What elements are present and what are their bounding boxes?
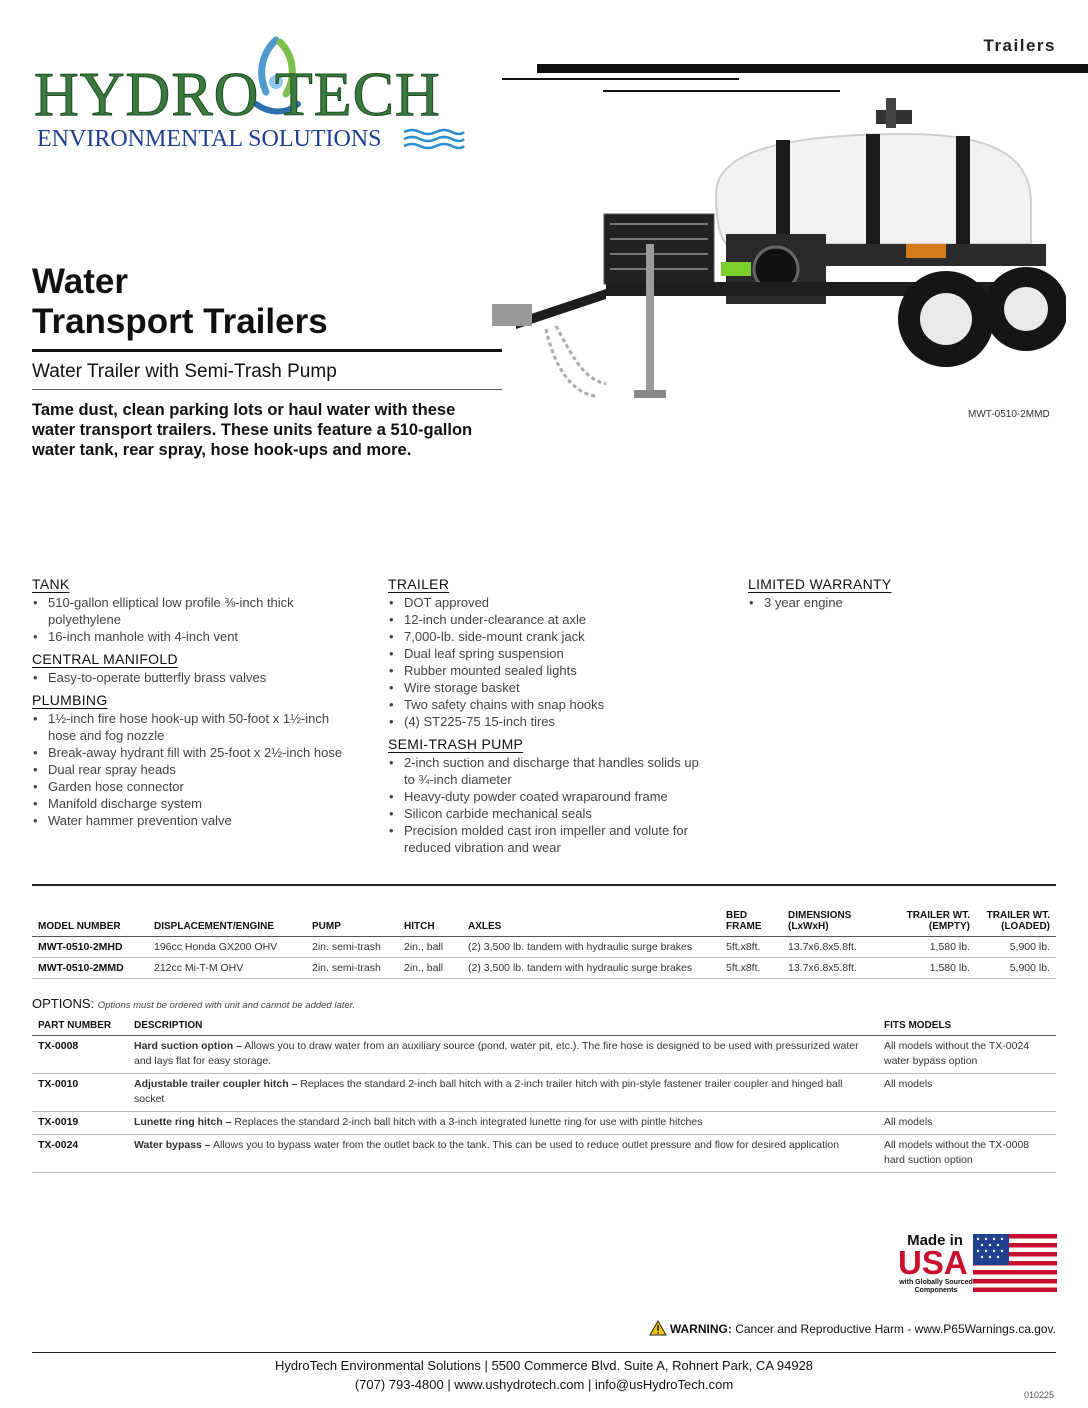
trailer-photo: [486, 94, 1066, 414]
fits-models: All models: [878, 1112, 1056, 1135]
col-header: DESCRIPTION: [128, 1016, 878, 1036]
section-title-warranty: LIMITED WARRANTY: [748, 576, 892, 592]
list-item: • DOT approved: [388, 594, 708, 611]
option-text: Replaces the standard 2-inch ball hitch with a 2-inch trailer hitch with pin-style fastener trailer coupler and hinged ball socket: [134, 1078, 843, 1105]
header-bar: [537, 64, 1088, 73]
features-column-3: [748, 576, 1048, 617]
made-in-label: Made in: [907, 1232, 963, 1249]
list-item: • 2-inch suction and discharge that handles solids up to ¾-inch diameter: [388, 754, 708, 788]
options-heading: [32, 996, 355, 1011]
options-title: OPTIONS:: [32, 996, 95, 1011]
header-rule: [502, 78, 739, 80]
footer-rule: [32, 1352, 1056, 1353]
options-note: Options must be ordered with unit and cannot be added later.: [97, 1000, 356, 1011]
option-name: Hard suction option –: [134, 1040, 242, 1052]
lead-paragraph: Tame dust, clean parking lots or haul water with these water transport trailers. These units feature a 510-gallon water tank, rear spray, hose hook-ups and more.: [32, 401, 473, 459]
options-table: [32, 1016, 1056, 1173]
col-header: PUMP: [306, 908, 398, 937]
warning-icon: [649, 1320, 667, 1336]
footer-contact: (707) 793-4800 | www.ushydrotech.com | info@usHydroTech.com: [354, 1377, 734, 1392]
col-header: HITCH: [398, 908, 462, 937]
table-cell: 5,900 lb.: [976, 958, 1056, 979]
option-text: Replaces the standard 2-inch ball hitch with a 3-inch integrated lunette ring for use with pintle hitches: [234, 1116, 703, 1128]
part-number: TX-0008: [32, 1036, 128, 1074]
section-title-manifold: CENTRAL MANIFOLD: [32, 651, 178, 667]
title-rule: [32, 349, 502, 352]
section-title-trailer: TRAILER: [388, 576, 450, 592]
table-cell: 5ft.x8ft.: [720, 958, 782, 979]
list-item: • 1½-inch fire hose hook-up with 50-foot x 1½-inch hose and fog nozzle: [32, 710, 352, 744]
list-item: • 16-inch manhole with 4-inch vent: [32, 628, 352, 645]
table-cell: 5ft.x8ft.: [720, 937, 782, 958]
list-item: • Two safety chains with snap hooks: [388, 696, 708, 713]
section-title-tank: TANK: [32, 576, 70, 592]
trailer-list: [388, 594, 708, 730]
section-title-plumbing: PLUMBING: [32, 692, 108, 708]
col-header: DIMENSIONS (LxWxH): [782, 908, 884, 937]
fits-models: All models: [878, 1074, 1056, 1112]
list-item: • Manifold discharge system: [32, 795, 352, 812]
manifold-list: [32, 669, 352, 686]
model-number: MWT-0510-2MHD: [32, 937, 148, 958]
part-number: TX-0024: [32, 1135, 128, 1173]
category-label: Trailers: [983, 36, 1056, 55]
list-item: • 7,000-lb. side-mount crank jack: [388, 628, 708, 645]
logo-tagline: ENVIRONMENTAL SOLUTIONS: [37, 126, 382, 152]
option-description: [128, 1074, 878, 1112]
table-row: [32, 1074, 1056, 1112]
list-item: • Easy-to-operate butterfly brass valves: [32, 669, 352, 686]
prop65-warning: [649, 1320, 1057, 1336]
list-item: • Silicon carbide mechanical seals: [388, 805, 708, 822]
list-item: • (4) ST225-75 15-inch tires: [388, 713, 708, 730]
features-column-2: [388, 576, 708, 862]
table-header-row: [32, 908, 1056, 937]
tank-list: [32, 594, 352, 645]
list-item: • Wire storage basket: [388, 679, 708, 696]
table-cell: 2in., ball: [398, 958, 462, 979]
option-description: [128, 1112, 878, 1135]
list-item: • 3 year engine: [748, 594, 1048, 611]
photo-caption: MWT-0510-2MMD: [968, 409, 1050, 420]
table-cell: 1,580 lb.: [884, 958, 976, 979]
col-header: PART NUMBER: [32, 1016, 128, 1036]
table-cell: 13.7x6.8x5.8ft.: [782, 958, 884, 979]
option-name: Lunette ring hitch –: [134, 1116, 232, 1128]
table-cell: 1,580 lb.: [884, 937, 976, 958]
fits-models: All models without the TX-0008 hard suction option: [878, 1135, 1056, 1173]
option-text: Allows you to draw water from an auxiliary source (pond, water pit, etc.). The fire hose is designed to be used with pressurized water and lays flat for easy storage.: [134, 1040, 859, 1067]
table-cell: (2) 3,500 lb. tandem with hydraulic surge brakes: [462, 937, 720, 958]
col-header: TRAILER WT. (LOADED): [976, 908, 1056, 937]
header-rule: [603, 90, 840, 92]
page-subtitle: Water Trailer with Semi-Trash Pump: [32, 361, 337, 382]
logo-wordmark: HYDRO TECH: [34, 61, 441, 129]
table-row: [32, 1135, 1056, 1173]
table-cell: 196cc Honda GX200 OHV: [148, 937, 306, 958]
col-header: FITS MODELS: [878, 1016, 1056, 1036]
col-header: BED FRAME: [720, 908, 782, 937]
option-description: [128, 1135, 878, 1173]
table-cell: 2in. semi-trash: [306, 958, 398, 979]
col-header: TRAILER WT. (EMPTY): [884, 908, 976, 937]
model-number: MWT-0510-2MMD: [32, 958, 148, 979]
table-cell: 2in. semi-trash: [306, 937, 398, 958]
footer-address: HydroTech Environmental Solutions | 5500 Commerce Blvd. Suite A, Rohnert Park, CA 94928: [274, 1358, 814, 1373]
fits-models: All models without the TX-0024 water bypass option: [878, 1036, 1056, 1074]
specs-table: [32, 908, 1056, 979]
usa-label: USA: [898, 1244, 968, 1281]
option-name: Water bypass –: [134, 1139, 211, 1151]
specs-rule: [32, 884, 1056, 886]
subtitle-rule: [32, 389, 502, 390]
section-title-pump: SEMI-TRASH PUMP: [388, 736, 524, 752]
table-header-row: [32, 1016, 1056, 1036]
list-item: • Break-away hydrant fill with 25-foot x 2½-inch hose: [32, 744, 352, 761]
table-cell: 2in., ball: [398, 937, 462, 958]
features-column-1: [32, 576, 352, 835]
table-cell: (2) 3,500 lb. tandem with hydraulic surge brakes: [462, 958, 720, 979]
globally-sourced-label: with Globally Sourced Components: [899, 1279, 973, 1294]
table-row: [32, 1112, 1056, 1135]
document-number: 010225: [1023, 1390, 1054, 1400]
us-flag-icon: [973, 1234, 1057, 1292]
list-item: • Rubber mounted sealed lights: [388, 662, 708, 679]
col-header: DISPLACEMENT/ENGINE: [148, 908, 306, 937]
option-description: [128, 1036, 878, 1074]
part-number: TX-0019: [32, 1112, 128, 1135]
option-name: Adjustable trailer coupler hitch –: [134, 1078, 298, 1090]
warranty-list: [748, 594, 1048, 611]
table-row: [32, 958, 1056, 979]
table-row: [32, 937, 1056, 958]
col-header: AXLES: [462, 908, 720, 937]
list-item: • 12-inch under-clearance at axle: [388, 611, 708, 628]
page-title: Water Transport Trailers: [32, 262, 328, 341]
col-header: MODEL NUMBER: [32, 908, 148, 937]
table-cell: 13.7x6.8x5.8ft.: [782, 937, 884, 958]
list-item: • Dual leaf spring suspension: [388, 645, 708, 662]
part-number: TX-0010: [32, 1074, 128, 1112]
list-item: • Dual rear spray heads: [32, 761, 352, 778]
warning-text: Cancer and Reproductive Harm - www.P65Warnings.ca.gov.: [735, 1322, 1056, 1336]
pump-list: [388, 754, 708, 856]
option-text: Allows you to bypass water from the outlet back to the tank. This can be used to reduce outlet pressure and flow for desired application: [213, 1139, 840, 1151]
list-item: • Heavy-duty powder coated wraparound frame: [388, 788, 708, 805]
list-item: • Water hammer prevention valve: [32, 812, 352, 829]
list-item: • 510-gallon elliptical low profile ⅜-inch thick polyethylene: [32, 594, 352, 628]
table-row: [32, 1036, 1056, 1074]
list-item: • Garden hose connector: [32, 778, 352, 795]
plumbing-list: [32, 710, 352, 829]
waves-icon: [402, 128, 466, 150]
warning-label: WARNING:: [669, 1322, 732, 1336]
list-item: • Precision molded cast iron impeller and volute for reduced vibration and wear: [388, 822, 708, 856]
table-cell: 212cc Mi-T-M OHV: [148, 958, 306, 979]
table-cell: 5,900 lb.: [976, 937, 1056, 958]
